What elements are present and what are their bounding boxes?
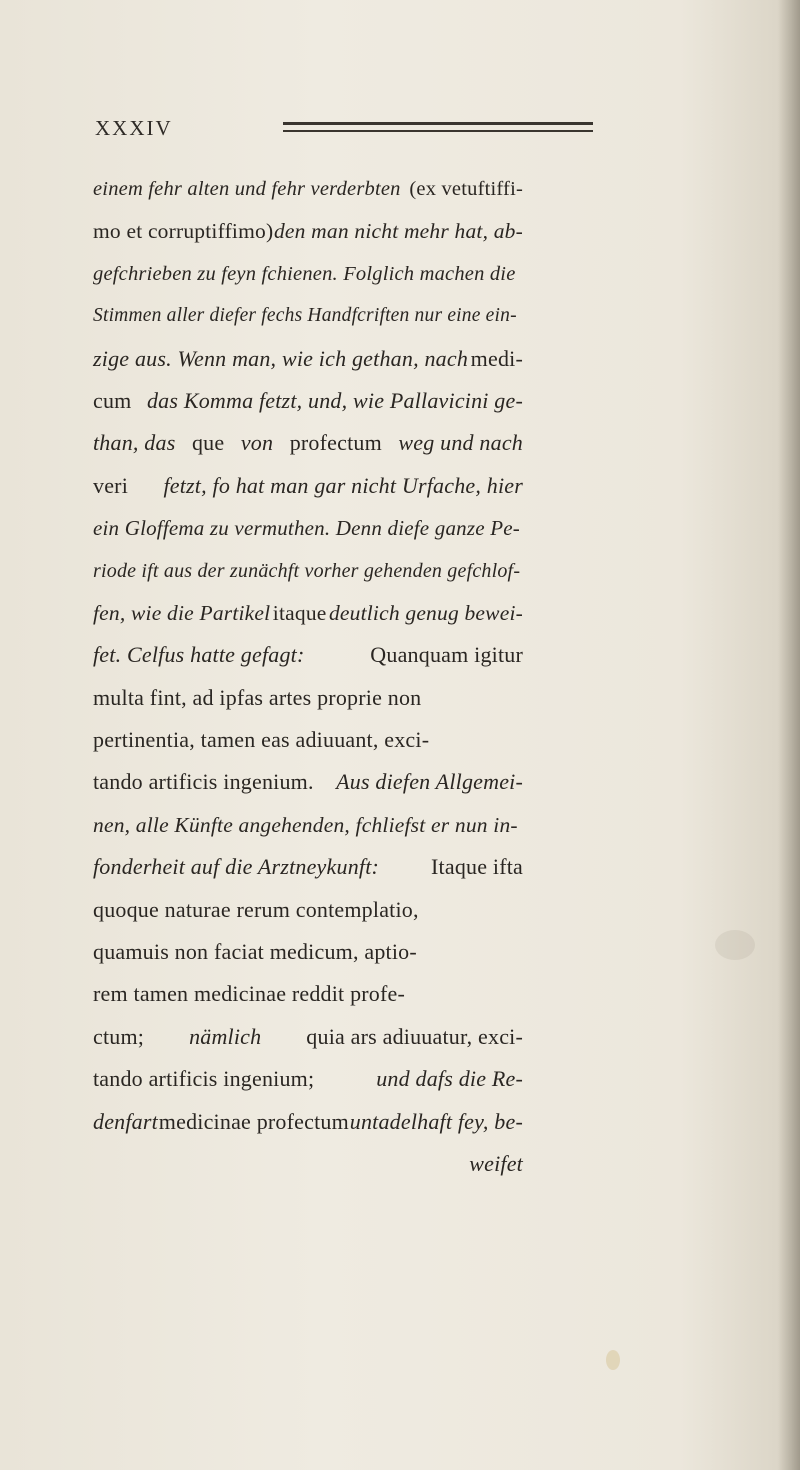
text-line (93, 550, 523, 592)
latin-text: Quanquam igitur (370, 642, 523, 668)
german-text: einem fehr alten und fehr verderbten (93, 178, 401, 200)
german-text: fet. Celfus hatte gefagt: (93, 642, 305, 668)
latin-text: que (191, 430, 225, 456)
german-text: weg und nach (398, 430, 523, 456)
paper-stain (715, 930, 755, 960)
text-line (93, 1101, 523, 1143)
text-line (93, 804, 523, 846)
german-text: Stimmen aller diefer fechs Handfcriften nur eine ein- (93, 305, 517, 327)
latin-text: medi- (470, 345, 523, 371)
german-text: gefchrieben zu feyn fchienen. Folglich machen die (93, 262, 516, 285)
german-text: fonderheit auf die Arztneykunft: (93, 854, 380, 880)
german-text: than, das (93, 430, 176, 456)
german-text: das Komma fetzt, und, wie Pallavicini ge- (146, 387, 523, 413)
text-line (93, 889, 523, 931)
latin-text: (ex vetuftiffi- (409, 178, 523, 200)
text-line (93, 634, 523, 676)
text-line (93, 338, 523, 380)
text-line (93, 846, 523, 888)
latin-text: itaque (272, 600, 327, 625)
german-text: untadelhaft fey, be- (349, 1108, 523, 1134)
german-text: fen, wie die Partikel (93, 600, 271, 625)
text-line (93, 465, 523, 507)
page-header (95, 116, 505, 156)
body-text (93, 168, 523, 1185)
text-line (93, 677, 523, 719)
text-line (93, 931, 523, 973)
latin-text: cum (93, 387, 132, 413)
text-line (93, 422, 523, 464)
german-text: und dafs die Re- (376, 1066, 523, 1092)
german-text: Aus diefen Allgemei- (336, 769, 523, 795)
latin-text: tando artificis ingenium. (93, 769, 314, 795)
text-line (93, 295, 523, 337)
german-text: den man nicht mehr hat, ab- (273, 219, 523, 244)
text-line (93, 719, 523, 761)
latin-text: pertinentia, tamen eas adiuuant, exci- (93, 727, 430, 753)
german-text: riode ift aus der zunächft vorher gehenden gefchlof- (93, 559, 521, 582)
latin-text: tando artificis ingenium; (93, 1066, 315, 1092)
text-line (93, 380, 523, 422)
latin-text: quoque naturae rerum contemplatio, (93, 896, 419, 922)
text-line (93, 1143, 523, 1185)
latin-text: multa fint, ad ipfas artes proprie non (93, 684, 422, 710)
text-line (93, 761, 523, 803)
text-line (93, 973, 523, 1015)
latin-text: quamuis non faciat medicum, aptio- (93, 939, 417, 965)
german-text: deutlich genug bewei- (328, 600, 523, 625)
paper-stain (606, 1350, 620, 1370)
latin-text: ctum; (93, 1023, 145, 1049)
text-line (93, 1016, 523, 1058)
german-text: ein Gloffema zu vermuthen. Denn diefe ganze Pe- (93, 516, 520, 541)
text-line (93, 592, 523, 634)
latin-text: mo et corruptiffimo) (93, 219, 274, 244)
german-text: zige aus. Wenn man, wie ich gethan, nach (93, 345, 469, 371)
latin-text: rem tamen medicinae reddit profe- (93, 981, 406, 1007)
text-line (93, 1058, 523, 1100)
german-text: denfart (93, 1108, 158, 1134)
latin-text: profectum (289, 430, 382, 456)
text-line (93, 253, 523, 295)
german-text: nämlich (189, 1023, 262, 1049)
german-text: nen, alle Künfte angehenden, fchliefst er nun in- (93, 812, 518, 837)
latin-text: quia ars adiuuatur, exci- (306, 1023, 523, 1049)
german-text: weifet (469, 1150, 523, 1176)
header-rule (283, 122, 593, 134)
page-number: XXXIV (95, 116, 173, 140)
german-text: fetzt, fo hat man gar nicht Urfache, hier (163, 472, 523, 498)
text-line (93, 210, 523, 252)
latin-text: medicinae profectum (158, 1108, 349, 1134)
page-edge-shadow (778, 0, 800, 1470)
latin-text: veri (93, 472, 129, 498)
latin-text: Itaque ifta (431, 854, 523, 880)
text-line (93, 168, 523, 210)
text-line (93, 507, 523, 549)
german-text: von (240, 430, 274, 456)
